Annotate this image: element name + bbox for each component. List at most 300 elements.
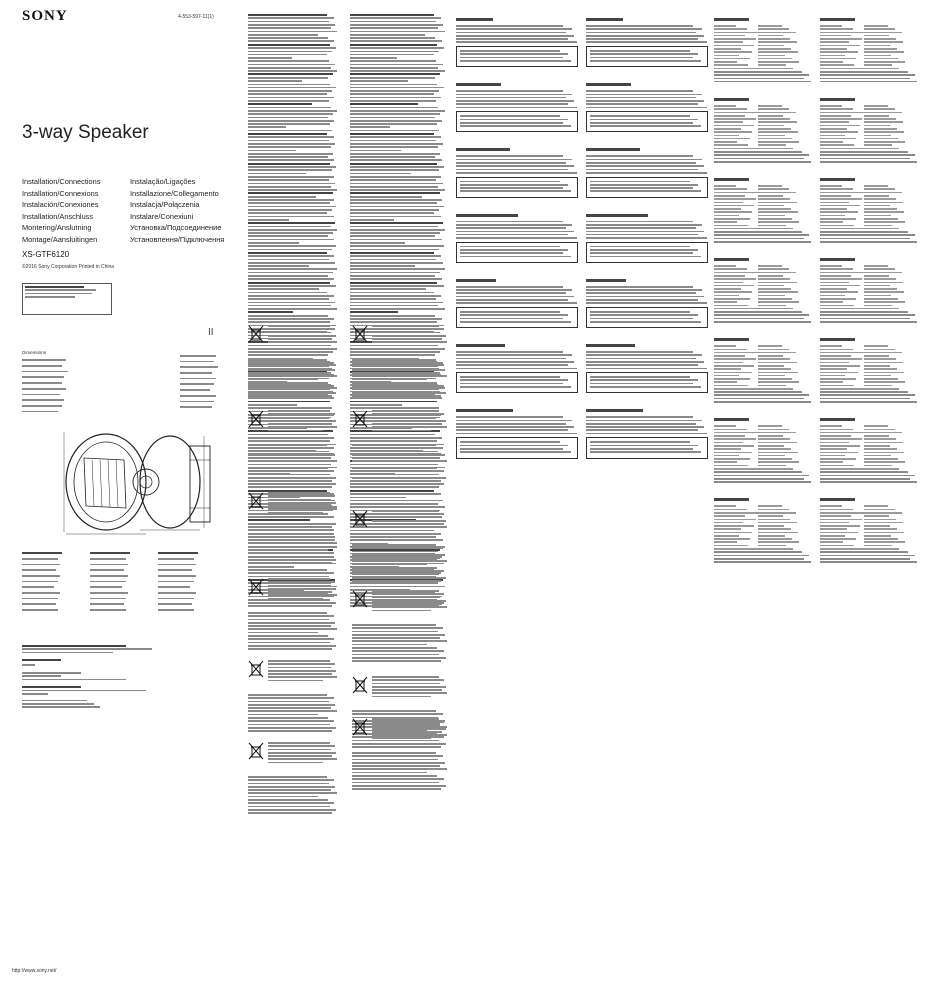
text-line — [714, 81, 811, 83]
text-line — [372, 426, 447, 428]
text-line — [350, 497, 406, 499]
section-heading — [820, 18, 855, 21]
text-line — [372, 721, 444, 723]
text-line — [352, 746, 441, 748]
section-heading — [586, 344, 635, 347]
weee-notice-body — [248, 694, 338, 733]
spec-row — [820, 425, 920, 427]
text-line — [248, 395, 332, 397]
text-line — [248, 701, 329, 703]
text-line — [248, 477, 336, 479]
text-line — [248, 282, 330, 284]
text-line — [350, 245, 444, 247]
text-line — [248, 183, 335, 185]
text-line — [248, 724, 330, 726]
text-line — [248, 379, 318, 381]
text-line — [460, 122, 563, 124]
weee-crossed-bin-icon — [352, 510, 368, 528]
text-line — [350, 288, 426, 290]
text-line — [248, 806, 330, 808]
spec-row — [820, 64, 920, 66]
text-line — [268, 345, 323, 347]
text-line — [372, 606, 447, 608]
text-line — [352, 551, 438, 553]
spec-row — [820, 298, 920, 300]
text-line — [248, 202, 330, 204]
text-line — [248, 776, 327, 778]
spec-row — [820, 442, 920, 444]
spec-row — [820, 208, 920, 210]
text-line — [248, 523, 336, 525]
text-line — [372, 335, 446, 337]
text-line — [456, 97, 566, 99]
text-line — [820, 314, 915, 316]
text-line — [586, 237, 707, 239]
text-line — [248, 632, 318, 634]
text-line — [460, 187, 563, 189]
text-line — [456, 420, 572, 422]
text-line — [350, 351, 440, 353]
spec-row — [714, 192, 814, 194]
text-line — [248, 87, 336, 89]
spec-row — [820, 509, 920, 511]
text-line — [248, 779, 334, 781]
spec-row — [714, 135, 814, 137]
spec-row — [714, 38, 814, 40]
text-line — [350, 70, 445, 72]
text-line — [268, 508, 337, 510]
text-line — [372, 523, 442, 525]
text-line — [586, 299, 698, 301]
spec-row — [714, 458, 814, 460]
spec-row — [714, 512, 814, 514]
spec-row — [820, 545, 920, 547]
text-line — [350, 14, 434, 16]
text-line — [456, 302, 577, 304]
section-heading — [586, 214, 648, 217]
text-line — [820, 398, 910, 400]
text-line — [268, 430, 323, 432]
page-title: 3-way Speaker — [22, 122, 149, 143]
spec-row — [714, 548, 814, 550]
text-line — [352, 372, 440, 374]
text-line — [268, 325, 330, 327]
spec-row — [714, 202, 814, 204]
spec-row — [820, 515, 920, 517]
text-line — [248, 619, 329, 621]
text-line — [248, 70, 337, 72]
notice-box — [586, 372, 708, 393]
text-line — [820, 558, 910, 560]
text-line — [268, 758, 337, 760]
reference-list-1 — [22, 552, 62, 612]
text-line — [460, 318, 563, 320]
text-line — [248, 385, 334, 387]
text-line — [586, 159, 702, 161]
text-line — [248, 90, 332, 92]
spec-row — [820, 58, 920, 60]
spec-row — [820, 51, 920, 53]
spec-row — [714, 51, 814, 53]
text-line — [248, 704, 335, 706]
text-line — [590, 445, 698, 447]
text-line — [350, 51, 439, 53]
spec-row — [714, 519, 814, 521]
section-heading — [820, 258, 855, 261]
text-line — [248, 110, 337, 112]
text-line — [460, 125, 571, 127]
text-line — [586, 231, 704, 233]
text-line — [352, 743, 446, 745]
text-line — [268, 328, 335, 330]
text-line — [350, 292, 434, 294]
weee-notice-body — [352, 624, 448, 663]
spec-row — [820, 468, 920, 470]
text-line — [820, 234, 915, 236]
text-line — [248, 437, 334, 439]
text-line — [248, 153, 333, 155]
text-line — [590, 451, 701, 453]
text-line — [586, 169, 698, 171]
spec-row — [714, 355, 814, 357]
spec-row — [820, 192, 920, 194]
text-line — [248, 93, 327, 95]
section-heading — [456, 18, 493, 21]
text-line — [248, 809, 336, 811]
text-line — [350, 100, 436, 102]
text-line — [456, 28, 572, 30]
text-line — [248, 628, 337, 630]
text-line — [372, 679, 444, 681]
spec-row — [714, 515, 814, 517]
text-line — [248, 321, 330, 323]
text-line — [714, 318, 804, 320]
text-line — [268, 410, 330, 412]
spec-row — [714, 208, 814, 210]
weee-crossed-bin-icon — [248, 492, 264, 510]
text-line — [352, 567, 437, 569]
text-line — [350, 133, 434, 135]
text-line — [372, 517, 440, 519]
text-line — [248, 222, 335, 224]
text-line — [248, 265, 309, 267]
notice-box — [586, 177, 708, 198]
text-line — [350, 272, 440, 274]
spec-row — [714, 228, 814, 230]
text-line — [248, 464, 318, 466]
text-line — [820, 158, 910, 160]
text-line — [460, 181, 560, 183]
weee-notice-body — [248, 526, 338, 565]
text-line — [352, 560, 447, 562]
spec-row — [714, 272, 814, 274]
spec-row — [714, 368, 814, 370]
section-heading — [714, 18, 749, 21]
text-line — [268, 335, 336, 337]
text-line — [586, 38, 698, 40]
spec-row — [714, 532, 814, 534]
text-line — [350, 308, 445, 310]
text-line — [248, 17, 334, 19]
text-line — [248, 166, 336, 168]
text-line — [820, 241, 917, 243]
spec-row — [820, 202, 920, 204]
section-heading — [714, 98, 749, 101]
section-heading — [820, 98, 855, 101]
text-line — [350, 295, 441, 297]
spec-row — [820, 345, 920, 347]
spec-row — [820, 429, 920, 431]
text-line — [248, 126, 286, 128]
text-line — [372, 593, 444, 595]
text-line — [372, 530, 431, 532]
spec-row — [820, 301, 920, 303]
text-line — [268, 755, 332, 757]
text-line — [714, 311, 802, 313]
text-line — [268, 417, 331, 419]
text-line — [248, 648, 332, 650]
spec-row — [820, 185, 920, 187]
spec-row — [714, 362, 814, 364]
text-line — [460, 57, 563, 59]
spec-row — [714, 64, 814, 66]
spec-row — [714, 388, 814, 390]
spec-row — [714, 25, 814, 27]
text-line — [248, 467, 328, 469]
spec-row — [820, 522, 920, 524]
text-line — [350, 93, 434, 95]
weee-crossed-bin-icon — [352, 590, 368, 608]
text-line — [248, 302, 335, 304]
text-line — [456, 162, 566, 164]
text-line — [268, 680, 323, 682]
text-line — [586, 97, 696, 99]
text-line — [350, 219, 394, 221]
text-line — [248, 252, 327, 254]
text-line — [352, 369, 445, 371]
text-line — [268, 338, 332, 340]
text-line — [248, 156, 328, 158]
text-line — [248, 720, 334, 722]
section-heading — [714, 418, 749, 421]
text-line — [352, 644, 427, 646]
spec-row — [820, 432, 920, 434]
section-heading — [714, 178, 749, 181]
spec-row — [820, 505, 920, 507]
spec-row — [714, 345, 814, 347]
text-line — [268, 673, 332, 675]
text-line — [714, 238, 804, 240]
text-line — [456, 165, 574, 167]
importer-box — [22, 283, 112, 315]
spec-row — [820, 541, 920, 543]
text-line — [586, 292, 696, 294]
text-line — [350, 179, 436, 181]
weee-crossed-bin-icon — [352, 325, 368, 343]
text-line — [352, 775, 437, 777]
spec-row — [714, 61, 814, 63]
text-line — [590, 57, 693, 59]
text-line — [590, 379, 698, 381]
section-heading — [456, 344, 505, 347]
text-line — [248, 362, 334, 364]
text-line — [350, 73, 440, 75]
text-line — [350, 533, 441, 535]
text-line — [248, 526, 327, 528]
spec-row — [820, 125, 920, 127]
spec-row — [820, 519, 920, 521]
text-line — [456, 32, 566, 34]
text-line — [586, 289, 702, 291]
text-line — [350, 440, 437, 442]
text-line — [350, 285, 444, 287]
text-line — [350, 311, 398, 313]
text-line — [820, 401, 917, 403]
text-line — [248, 136, 334, 138]
spec-row — [714, 32, 814, 34]
spec-row — [714, 125, 814, 127]
text-line — [820, 81, 917, 83]
text-line — [352, 447, 443, 449]
spec-row — [820, 388, 920, 390]
text-line — [350, 212, 434, 214]
text-line — [248, 792, 337, 794]
spec-row — [820, 525, 920, 527]
text-line — [820, 78, 910, 80]
text-line — [248, 133, 327, 135]
text-line — [372, 520, 446, 522]
spec-row — [714, 68, 814, 70]
language-item: Montage/Aansluitingen — [22, 234, 98, 244]
spec-row — [714, 48, 814, 50]
text-line — [352, 759, 438, 761]
text-line — [372, 328, 444, 330]
spec-row — [714, 288, 814, 290]
text-line — [350, 265, 415, 267]
text-line — [248, 150, 296, 152]
text-line — [350, 60, 436, 62]
spec-row — [820, 535, 920, 537]
text-line — [352, 755, 443, 757]
text-line — [248, 27, 331, 29]
text-line — [248, 311, 293, 313]
text-line — [248, 404, 297, 406]
text-line — [350, 31, 445, 33]
text-line — [268, 752, 336, 754]
spec-row — [714, 432, 814, 434]
text-line — [248, 359, 327, 361]
text-line — [350, 156, 435, 158]
text-line — [820, 481, 917, 483]
text-line — [248, 625, 331, 627]
text-line — [820, 561, 917, 563]
text-line — [248, 117, 328, 119]
spec-row — [820, 105, 920, 107]
text-line — [586, 224, 702, 226]
weee-crossed-bin-icon — [352, 718, 368, 736]
spec-row — [820, 228, 920, 230]
sony-website-link[interactable]: http://www.sony.net/ — [12, 968, 57, 974]
text-line — [248, 348, 337, 350]
text-line — [248, 37, 328, 39]
spec-row — [820, 355, 920, 357]
text-line — [372, 734, 447, 736]
text-line — [714, 391, 802, 393]
spec-row — [714, 538, 814, 540]
text-line — [820, 151, 908, 153]
text-line — [248, 783, 329, 785]
spec-row — [820, 295, 920, 297]
text-line — [456, 361, 574, 363]
text-line — [456, 90, 563, 92]
text-line — [352, 451, 438, 453]
weee-notice-body — [352, 752, 448, 791]
text-line — [372, 692, 447, 694]
spec-row — [820, 528, 920, 530]
weee-crossed-bin-icon — [248, 660, 264, 678]
notice-box — [456, 437, 578, 458]
text-line — [820, 238, 910, 240]
text-line — [352, 624, 436, 626]
text-line — [352, 634, 445, 636]
text-line — [456, 364, 568, 366]
text-line — [248, 232, 333, 234]
text-line — [268, 762, 323, 764]
text-line — [350, 483, 444, 485]
text-line — [460, 190, 571, 192]
notice-box — [456, 242, 578, 263]
spec-row — [714, 452, 814, 454]
text-line — [352, 470, 444, 472]
text-line — [350, 173, 411, 175]
text-line — [352, 467, 437, 469]
text-line — [586, 286, 693, 288]
text-line — [820, 394, 915, 396]
spec-row — [714, 108, 814, 110]
text-line — [372, 526, 447, 528]
text-line — [248, 470, 334, 472]
spec-row — [820, 465, 920, 467]
text-line — [352, 574, 439, 576]
text-line — [714, 401, 811, 403]
text-line — [590, 246, 690, 248]
spec-row — [714, 55, 814, 57]
text-line — [248, 216, 334, 218]
text-line — [248, 245, 336, 247]
text-line — [248, 645, 336, 647]
text-line — [372, 332, 440, 334]
text-line — [350, 536, 436, 538]
language-item: Installation/Connexions — [22, 188, 99, 198]
text-line — [820, 318, 910, 320]
text-line — [248, 789, 331, 791]
text-line — [820, 391, 908, 393]
text-line — [456, 41, 577, 43]
spec-row — [820, 35, 920, 37]
text-line — [248, 259, 329, 261]
text-line — [372, 738, 431, 740]
text-line — [350, 17, 441, 19]
text-line — [820, 471, 908, 473]
text-line — [248, 622, 335, 624]
text-line — [456, 100, 574, 102]
section-heading — [456, 148, 510, 151]
text-line — [586, 32, 696, 34]
text-line — [248, 262, 335, 264]
text-line — [248, 107, 331, 109]
text-line — [460, 184, 568, 186]
spec-row — [820, 368, 920, 370]
